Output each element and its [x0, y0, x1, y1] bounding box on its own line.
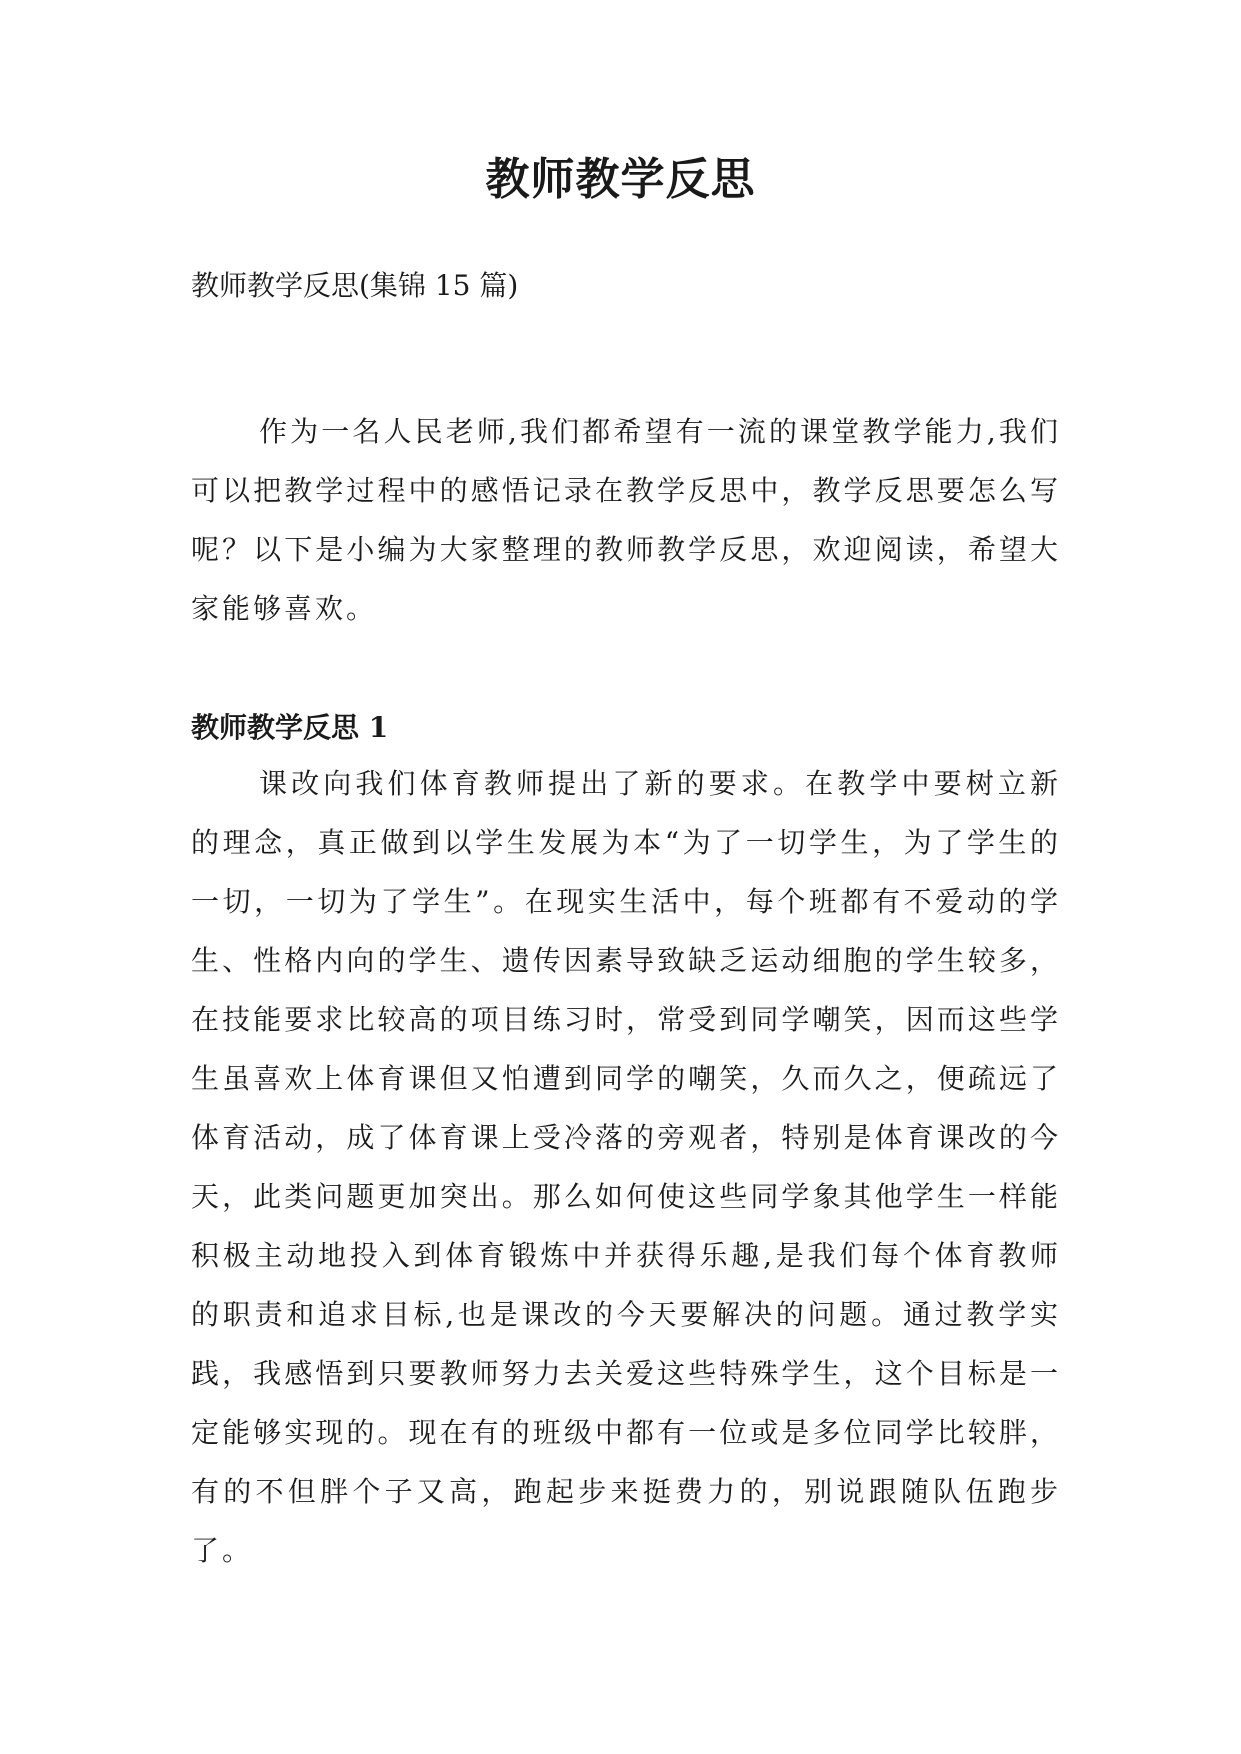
intro-paragraph: 作为一名人民老师,我们都希望有一流的课堂教学能力,我们可以把教学过程中的感悟记录在教学反思中，教学反思要怎么写呢？以下是小编为大家整理的教师教学反思，欢迎阅读，希望大家能够喜欢。: [191, 415, 1061, 625]
document-subtitle: 教师教学反思(集锦 15 篇): [191, 269, 519, 302]
document-title: 教师教学反思: [485, 154, 756, 205]
section-body-paragraph: 课改向我们体育教师提出了新的要求。在教学中要树立新的理念，真正做到以学生发展为本“为了一切学生，为了学生的一切，一切为了学生”。在现实生活中，每个班都有不爱动的学生、性格内向的学生、遗传因素导致缺乏运动细胞的学生较多，在技能要求比较高的项目练习时，常受到同学嘲笑，因而这些学生虽喜欢上体育课但又怕遭到同学的嘲笑，久而久之，便疏远了体育活动，成了体育课上受冷落的旁观者，特别是体育课改的今天，此类问题更加突出。那么如何使这些同学象其他学生一样能积极主动地投入到体育锻炼中并获得乐趣,是我们每个体育教师的职责和追求目标,也是课改的今天要解决的问题。通过教学实践，我感悟到只要教师努力去关爱这些特殊学生，这个目标是一定能够实现的。现在有的班级中都有一位或是多位同学比较胖，有的不但胖个子又高，跑起步来挺费力的，别说跟随队伍跑步了。: [191, 767, 1061, 1567]
section-heading: 教师教学反思 1: [191, 711, 389, 744]
